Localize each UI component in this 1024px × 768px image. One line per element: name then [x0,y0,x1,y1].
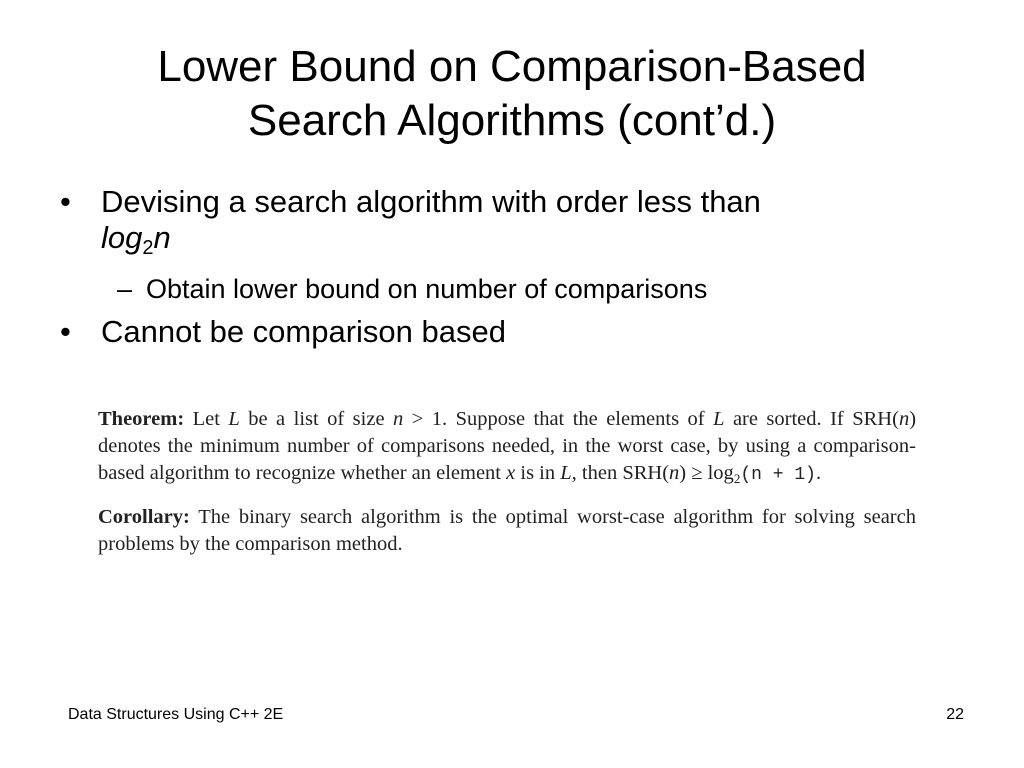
math-var-x: x [506,462,516,484]
theorem-text: are sorted. If SRH( [724,408,899,430]
bullet-dot: • [60,184,71,219]
footer-course-title: Data Structures Using C++ 2E [68,706,284,723]
theorem-text: is in [515,462,561,484]
theorem-image [98,406,916,558]
formula-subscript: 2 [733,471,741,486]
log-subscript: 2 [142,237,154,259]
bullet-list [60,184,960,350]
corollary-paragraph [98,504,916,558]
formula-argument: (n + 1) [740,465,816,485]
math-var-L: L [228,408,240,430]
log-base: log [101,220,143,255]
theorem-text: ) ≥ [679,462,708,484]
math-var-L: L [560,462,572,484]
bullet-item-2 [60,314,960,350]
bullet-item-2-text: Cannot be comparison based [101,314,506,349]
math-var-L: L [713,408,725,430]
sub-bullet-item-1-text: Obtain lower bound on number of comparisons [146,274,708,304]
bullet-item-1-text: Devising a search algorithm with order less than [101,184,761,219]
theorem-label: Theorem: [98,408,185,430]
corollary-label: Corollary: [98,506,190,528]
bullet-item-1 [60,184,960,266]
theorem-text: , then SRH( [571,462,670,484]
math-var-n: n [898,408,910,430]
bullet-dot: • [60,314,71,349]
theorem-text: be a list of size [239,408,394,430]
theorem-text: > 1. Suppose that the elements of [403,408,714,430]
log-variable: n [153,220,171,255]
corollary-text: The binary search algorithm is the optimal worst-case algorithm for solving search problems by the comparison method. [98,506,916,555]
theorem-text: Let [184,408,229,430]
title-line-1: Lower Bound on Comparison-Based [157,42,867,91]
theorem-text: . [815,462,822,484]
slide-title [40,40,984,148]
sub-bullet-item-1 [60,272,960,306]
title-line-2: Search Algorithms (cont’d.) [247,96,777,145]
footer-page-number: 22 [946,706,964,723]
formula-log: log [707,462,734,484]
theorem-paragraph [98,406,916,492]
math-var-n: n [669,462,680,484]
math-var-n: n [393,408,404,430]
sub-bullet-dash: – [117,274,133,304]
theorem-text: ) denotes the minimum number of comparisons needed, in the worst case, by using a comparison-based algorithm to recognize whether an element [98,408,917,484]
